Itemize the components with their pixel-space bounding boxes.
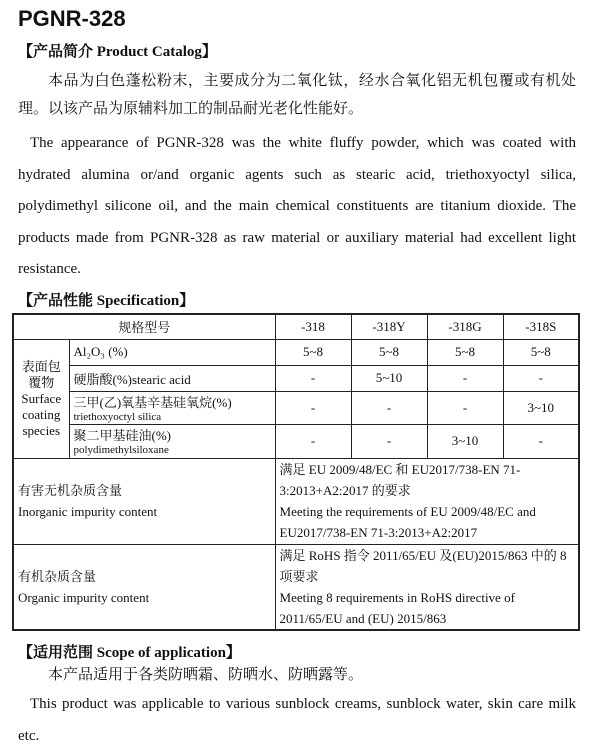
organic-label-en: Organic impurity content xyxy=(18,589,150,605)
row-label xyxy=(69,424,275,458)
cell-value: - xyxy=(275,391,351,424)
model-318g: -318G xyxy=(427,314,503,339)
surface-coating-label-cn: 表面包覆物 xyxy=(21,358,61,390)
cell-value: 3~10 xyxy=(503,391,579,424)
catalog-cn-paragraph: 本品为白色蓬松粉末，主要成分为二氧化钛，经水合氧化铝无机包覆或有机处理。以该产品为原辅料加工的制品耐光老化性能好。 xyxy=(18,73,576,117)
surface-coating-label xyxy=(13,339,69,458)
spec-table xyxy=(12,313,580,631)
inorganic-label xyxy=(13,458,275,544)
organic-row xyxy=(13,544,579,630)
inorganic-label-en: Inorganic impurity content xyxy=(18,504,158,519)
scope-heading: 【适用范围 Scope of application】 xyxy=(18,645,241,661)
organic-label xyxy=(13,544,275,630)
inorganic-row xyxy=(13,458,579,544)
cell-value: 5~10 xyxy=(351,365,427,391)
inorganic-value-cn: 满足 EU 2009/48/EC 和 EU2017/738-EN 71-3:2013+A2:2017 的要求 xyxy=(279,462,521,498)
surface-coating-label-en: Surface coating species xyxy=(21,390,62,438)
row-label: Al₂O₃ (%) xyxy=(69,339,275,365)
spec-header-label: 规格型号 xyxy=(13,314,275,339)
cell-value: - xyxy=(427,391,503,424)
table-row xyxy=(13,365,579,391)
cell-value: 5~8 xyxy=(427,339,503,365)
table-row xyxy=(13,424,579,458)
row-label-main: 聚二甲基硅油(%) xyxy=(73,428,171,443)
cell-value: - xyxy=(275,365,351,391)
cell-value: - xyxy=(503,365,579,391)
model-318y: -318Y xyxy=(351,314,427,339)
cell-value: - xyxy=(503,424,579,458)
organic-label-cn: 有机杂质含量 xyxy=(18,568,97,584)
catalog-en-paragraph: The appearance of PGNR-328 was the white fluffy powder, which was coated with hydrated alumina or/and organic agents such as stearic acid, triethoxyoctyl silica, polydimethyl silicone oil, and the main chemical constituents are titanium dioxide. The products made from PGNR-328 as raw material or auxiliary material had excellent light resistance. xyxy=(18,135,576,277)
row-label xyxy=(69,391,275,424)
cell-value: - xyxy=(351,424,427,458)
cell-value: 5~8 xyxy=(275,339,351,365)
inorganic-label-cn: 有害无机杂质含量 xyxy=(18,483,123,498)
table-row xyxy=(13,339,579,365)
row-label-main: 三甲(乙)氧基辛基硅氧烷(%) xyxy=(73,394,232,410)
row-label: 硬脂酸(%)stearic acid xyxy=(69,365,275,391)
spec-heading: 【产品性能 Specification】 xyxy=(18,293,195,309)
product-title: PGNR-328 xyxy=(18,6,126,31)
spec-header-row xyxy=(13,314,579,339)
organic-value xyxy=(275,544,579,630)
catalog-heading: 【产品简介 Product Catalog】 xyxy=(18,44,217,60)
model-318: -318 xyxy=(275,314,351,339)
inorganic-value-en: Meeting the requirements of EU 2009/48/EC and EU2017/738-EN 71-3:2013+A2:2017 xyxy=(279,504,536,540)
cell-value: 5~8 xyxy=(503,339,579,365)
scope-cn-paragraph: 本产品适用于各类防晒霜、防晒水、防晒露等。 xyxy=(48,667,364,683)
cell-value: 5~8 xyxy=(351,339,427,365)
cell-value: - xyxy=(351,391,427,424)
inorganic-value xyxy=(275,458,579,544)
cell-value: - xyxy=(275,424,351,458)
table-row xyxy=(13,391,579,424)
model-318s: -318S xyxy=(503,314,579,339)
cell-value: 3~10 xyxy=(427,424,503,458)
row-label-sub: triethoxyoctyl silica xyxy=(73,410,162,423)
organic-value-en: Meeting 8 requirements in RoHS directive of 2011/65/EU and (EU) 2015/863 xyxy=(279,589,515,626)
organic-value-cn: 满足 RoHS 指令 2011/65/EU 及(EU)2015/863 中的 8 项要求 xyxy=(279,547,567,584)
row-label-sub: polydimethylsiloxane xyxy=(73,444,169,456)
scope-en-paragraph: This product was applicable to various sunblock creams, sunblock water, skin care milk etc. xyxy=(18,696,576,744)
cell-value: - xyxy=(427,365,503,391)
